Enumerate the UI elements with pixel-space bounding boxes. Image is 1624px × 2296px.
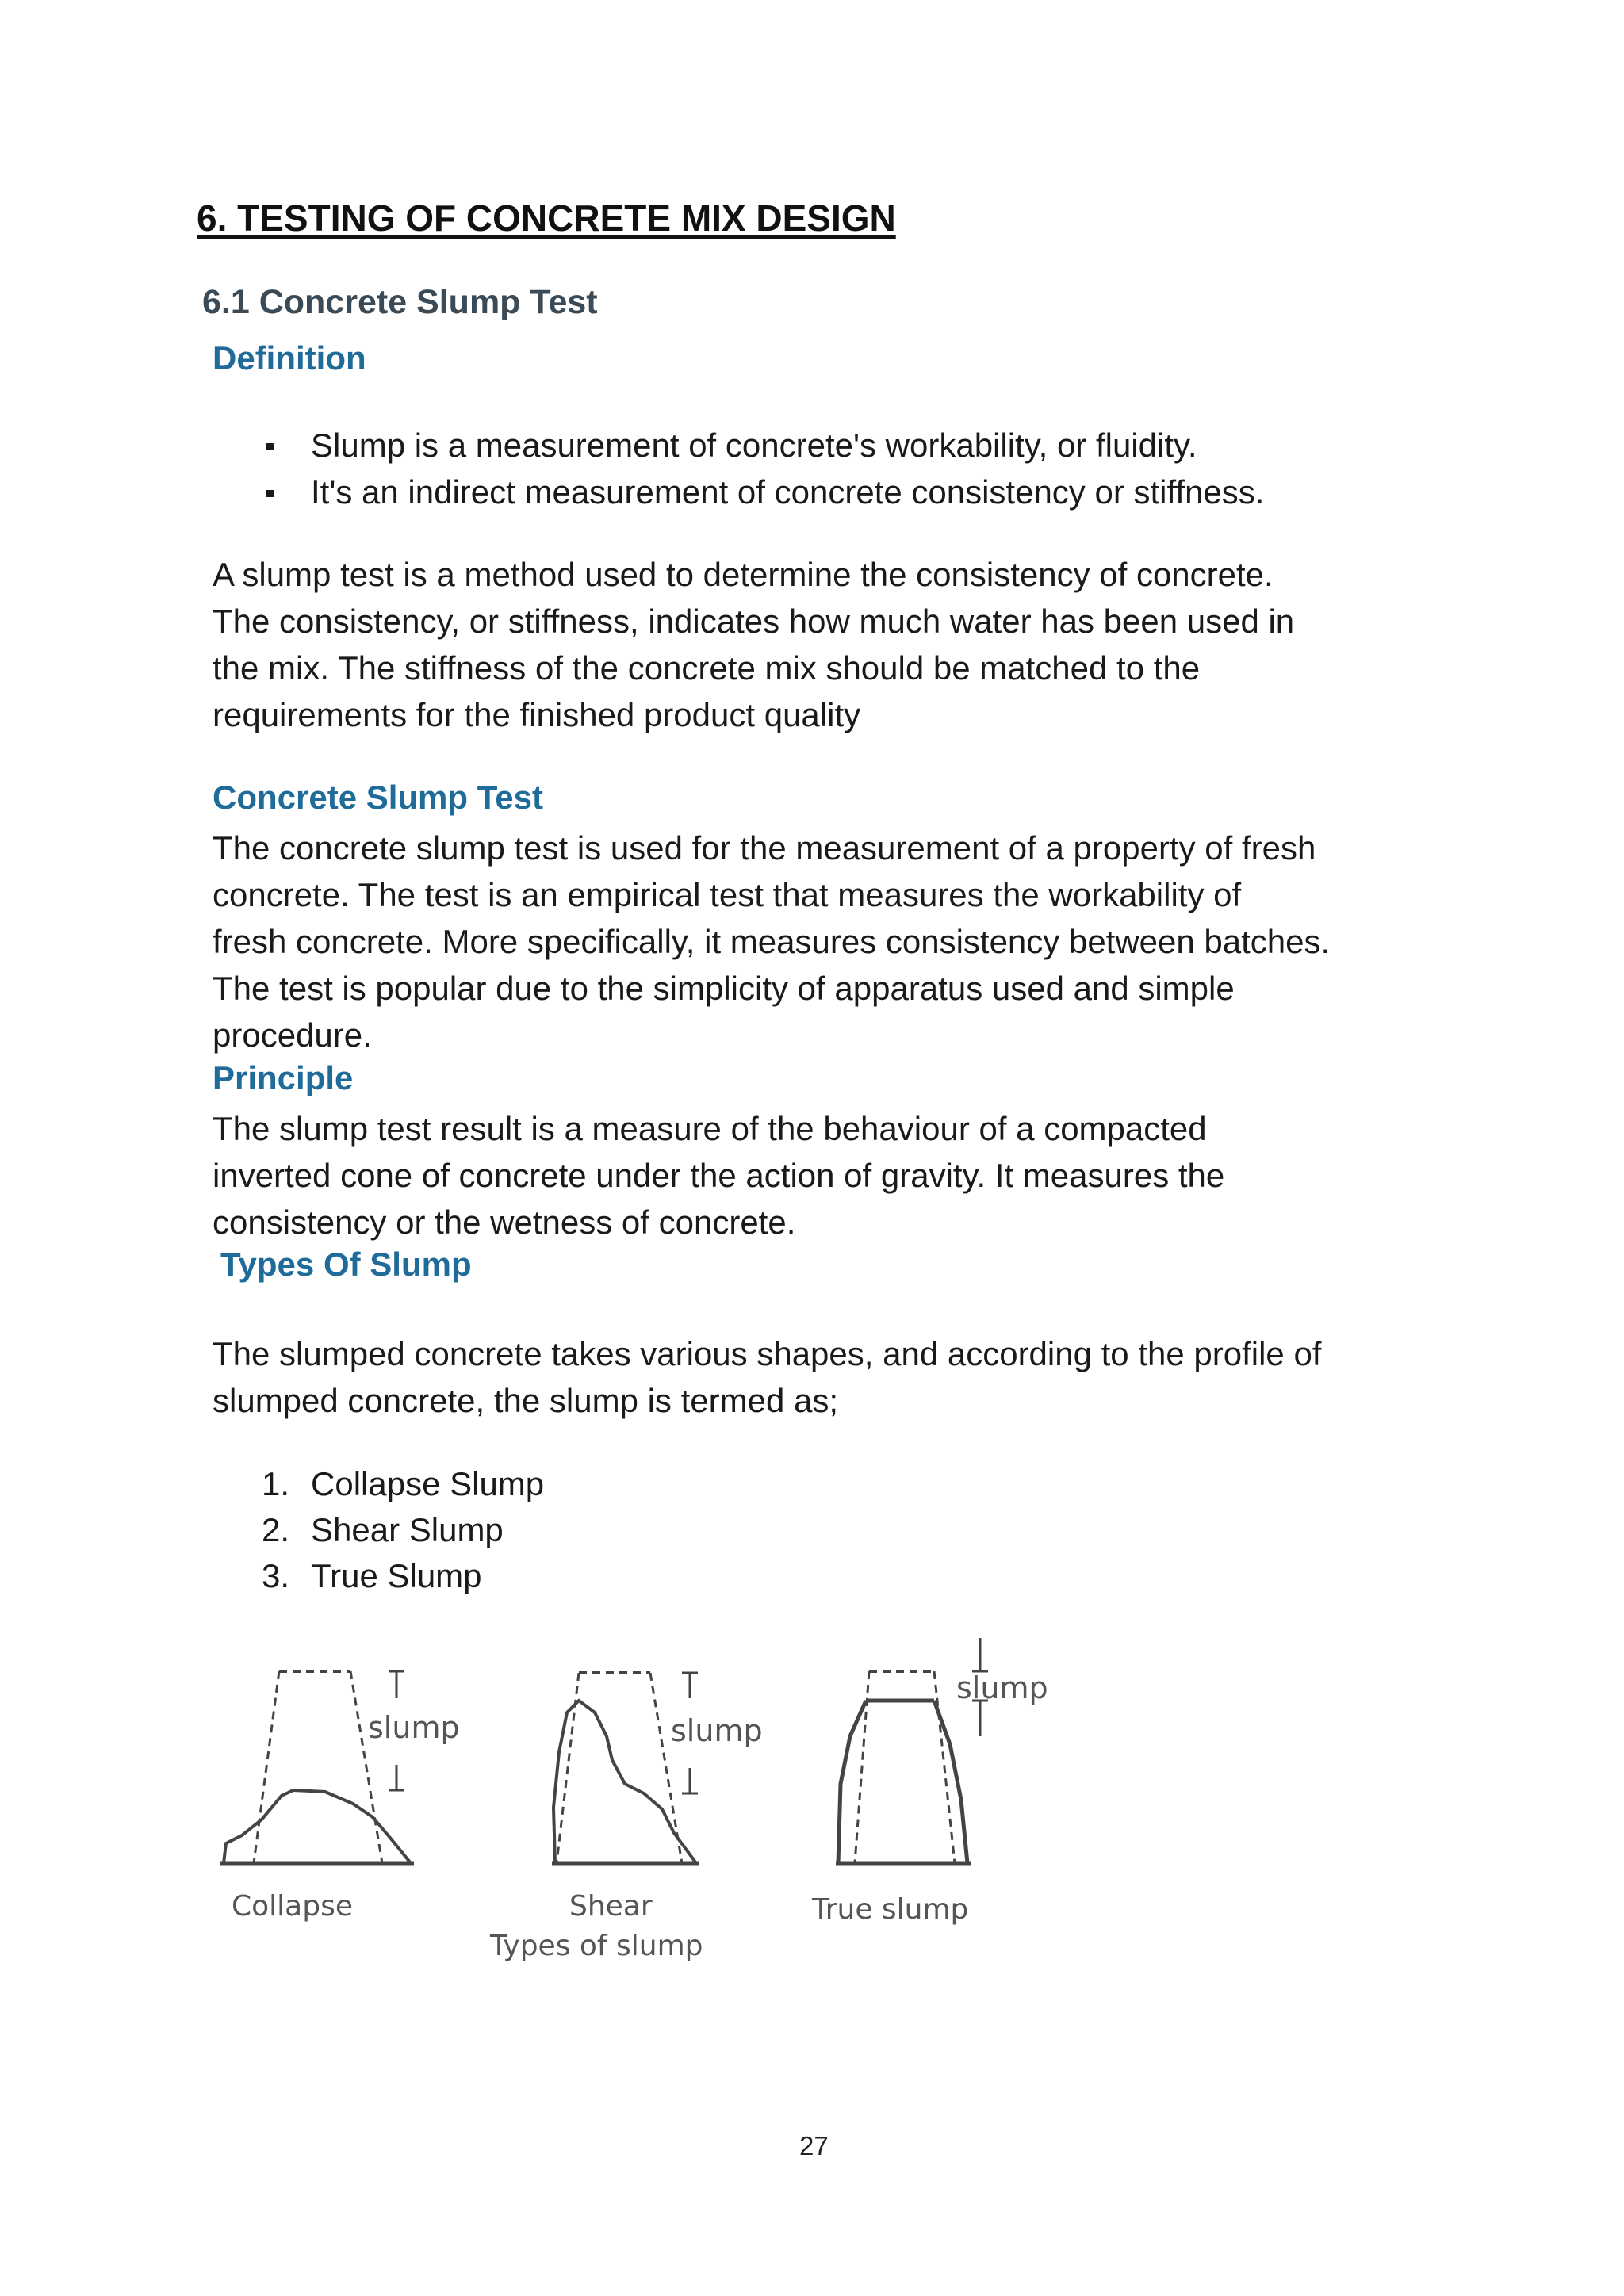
list-item: 1. Collapse Slump [262,1465,545,1502]
shear-caption: Shear [569,1890,653,1923]
bullet-item: It's an indirect measurement of concrete consistency or stiffness. [254,469,1264,515]
shear-slump-drawing [552,1673,763,1863]
collapse-slump-drawing [220,1671,460,1863]
definition-heading: Definition [213,339,366,377]
true-slump-drawing [836,1638,1048,1863]
collapse-slump-label: slump [368,1710,460,1745]
principle-heading: Principle [213,1059,354,1096]
section-title: 6. TESTING OF CONCRETE MIX DESIGN [197,197,896,239]
collapse-caption: Collapse [232,1890,353,1923]
slump-types-figure [206,1625,1063,1990]
bullet-item: Slump is a measurement of concrete's workability, or fluidity. [254,422,1264,469]
page-number: 27 [799,2131,829,2160]
subsection-title: 6.1 Concrete Slump Test [202,283,598,321]
slump-test-heading: Concrete Slump Test [213,779,543,816]
figure-caption: Types of slump [490,1930,703,1962]
slump-test-paragraph: The concrete slump test is used for the measurement of a property of fresh concrete. The test is an empirical test that measures the workability of fresh concrete. More specifically, it measures consistency between batches. The test is popular due to the simplicity of apparatus used and simple procedure. [213,829,1331,1054]
slump-types-list [262,1461,544,1599]
definition-paragraph: A slump test is a method used to determine the consistency of concrete. The consistency, or stiffness, indicates how much water has been used in the mix. The stiffness of the concrete mix should be matched to the requirements for the finished product quality [213,556,1295,733]
shear-slump-label: slump [671,1713,763,1748]
list-item: 3. True Slump [262,1557,482,1594]
principle-paragraph: The slump test result is a measure of the behaviour of a compacted inverted cone of concrete under the action of gravity. It measures the consistency or the wetness of concrete. [213,1110,1225,1241]
list-item: 2. Shear Slump [262,1511,504,1548]
true-slump-label: slump [956,1670,1048,1705]
types-paragraph: The slumped concrete takes various shapes, and according to the profile of slumped concrete, the slump is termed as; [213,1335,1322,1419]
types-heading: Types Of Slump [220,1246,472,1283]
definition-bullet-list [254,422,1264,515]
true-slump-caption: True slump [812,1893,969,1926]
